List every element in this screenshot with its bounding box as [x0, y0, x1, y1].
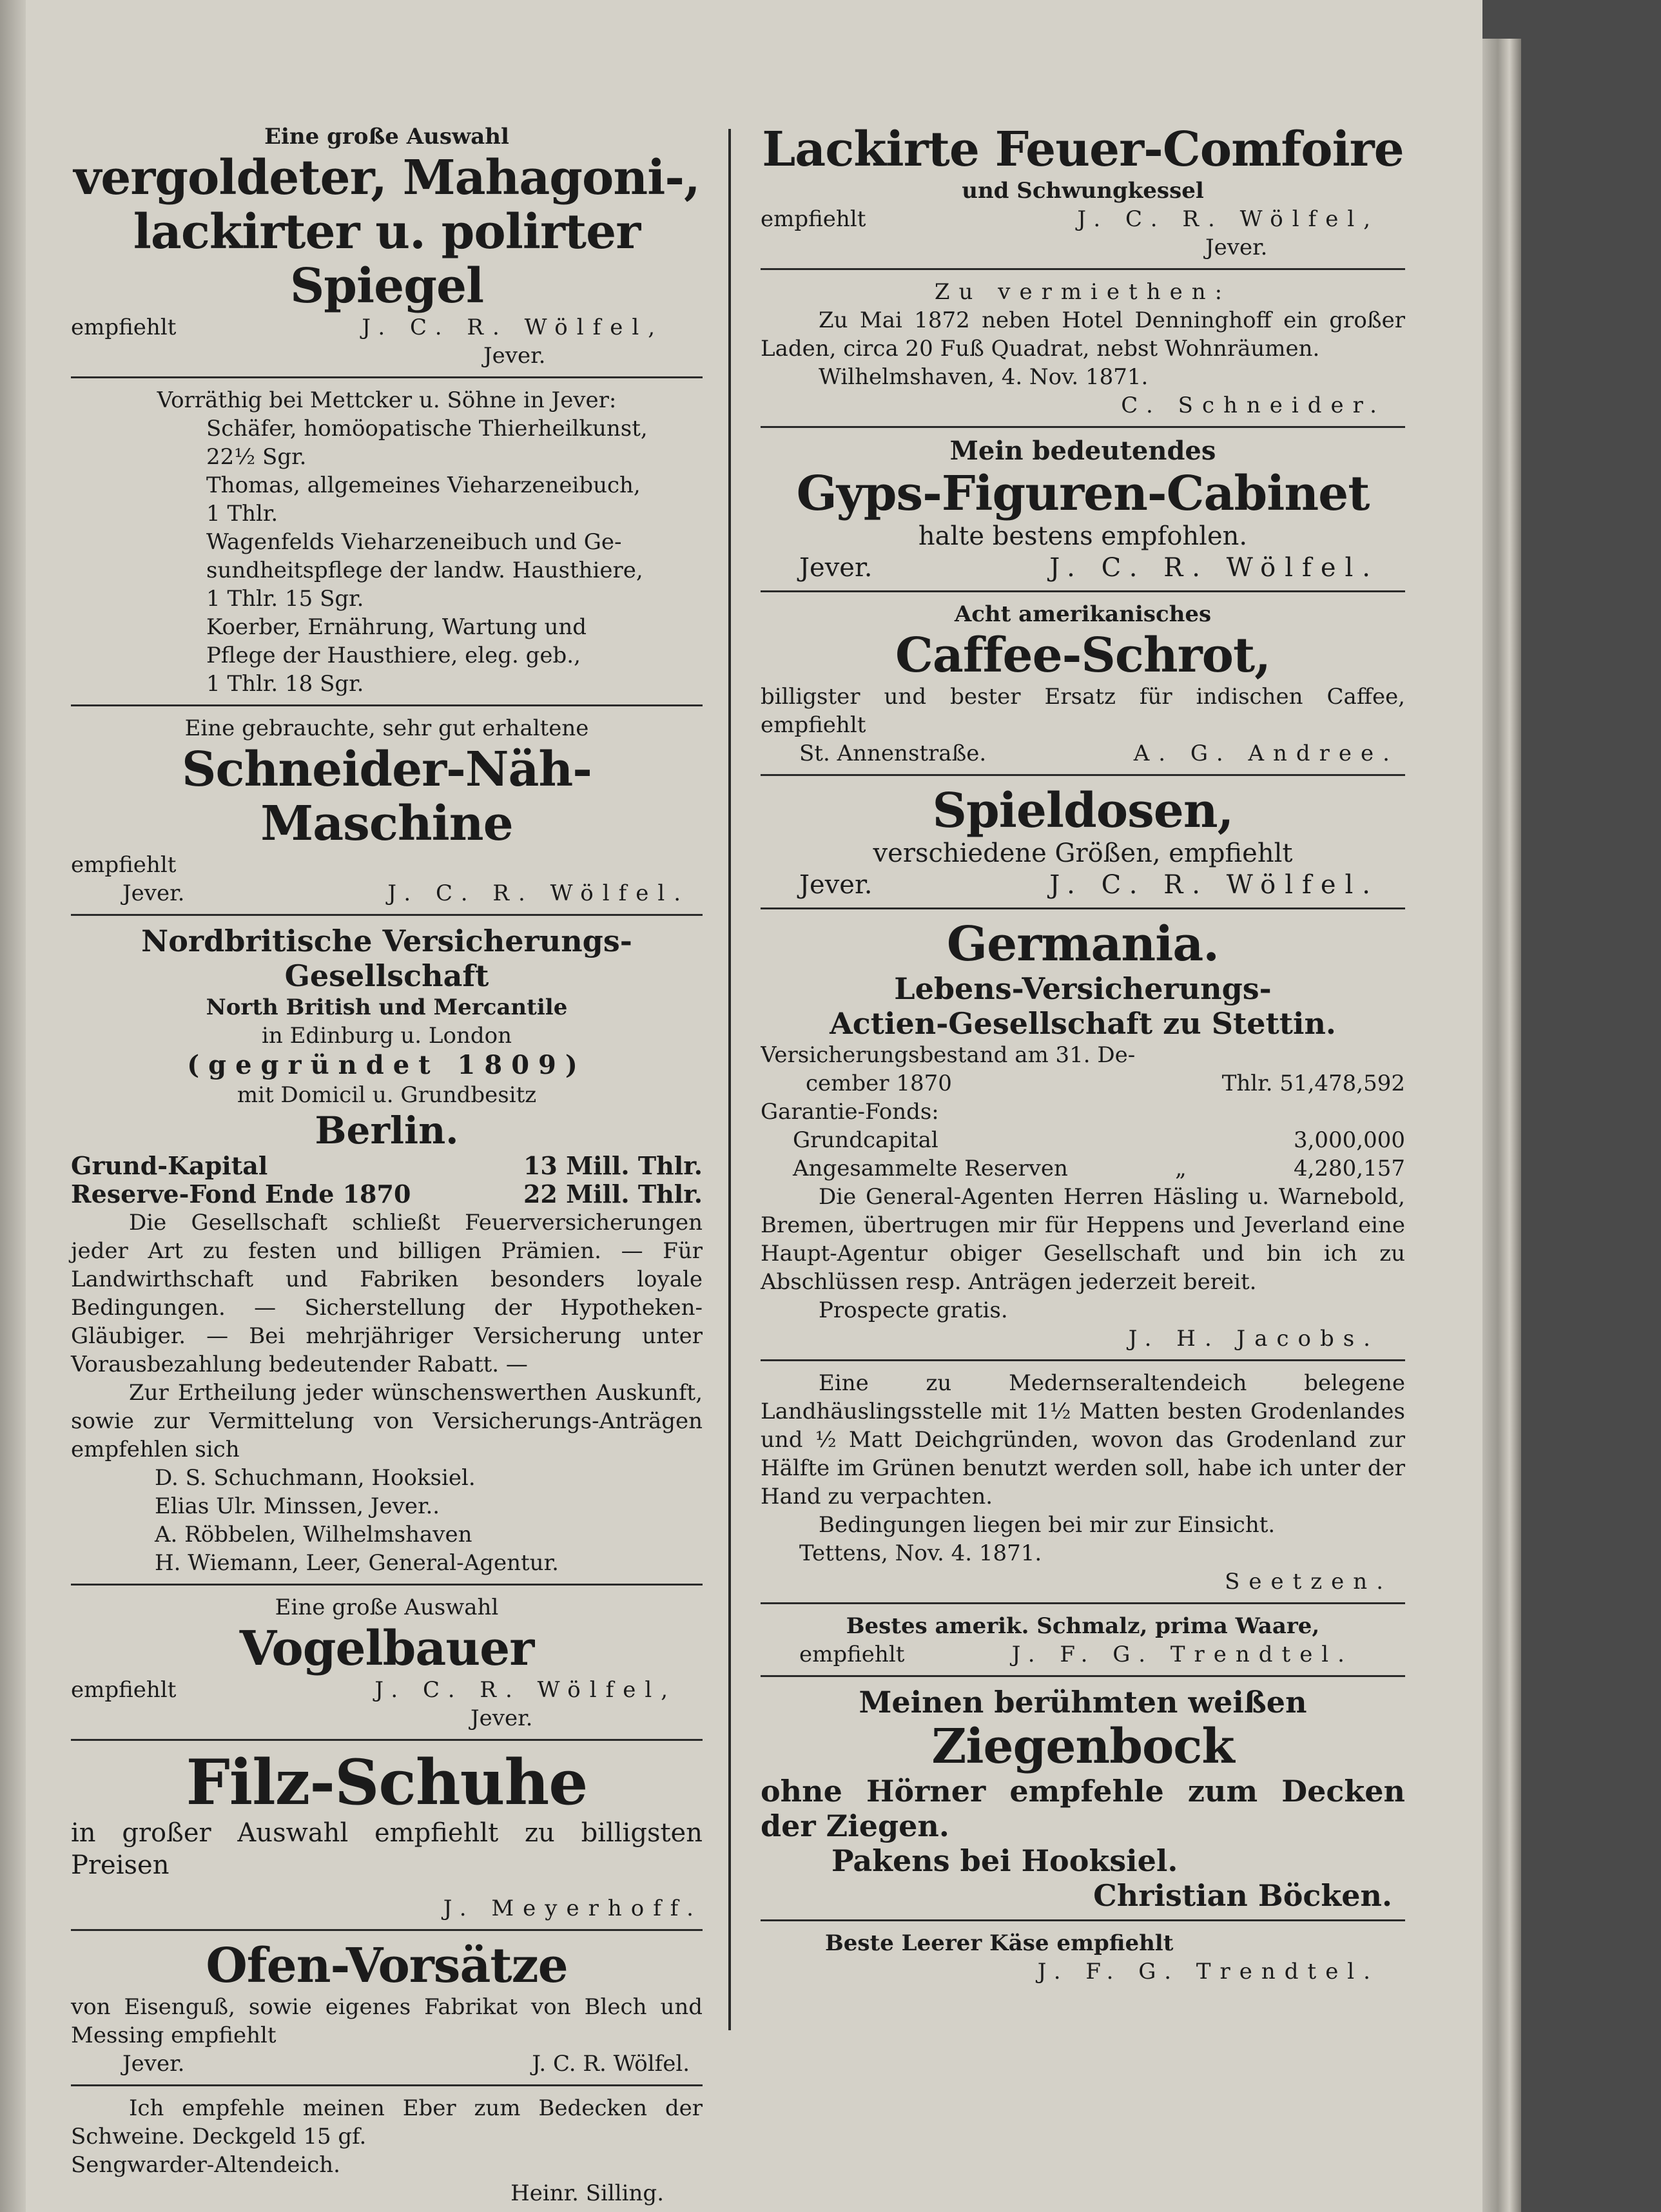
ad-seller: J. C. R. Wölfel.	[532, 2051, 690, 2077]
ad-ofen	[71, 1939, 703, 2078]
ad-head: Vorräthig bei Mettcker u. Söhne in Jever:	[157, 387, 617, 413]
right-column	[761, 122, 1405, 1986]
ad-place: St. Annenstraße.	[799, 741, 987, 766]
ad-title: Ofen-Vorsätze	[206, 1938, 568, 1994]
fund-value: 4,280,157	[1293, 1156, 1405, 1181]
divider	[71, 1929, 703, 1931]
ad-seller: J. C. R. Wölfel.	[387, 880, 690, 906]
ad-title: Nordbritische Versicherungs-Gesellschaft	[141, 924, 632, 993]
ad-signature-row	[761, 552, 1405, 584]
ad-title: Spieldosen,	[932, 783, 1234, 839]
page-edge	[1482, 39, 1521, 2212]
ad-title: vergoldeter, Mahagoni-,	[73, 150, 700, 206]
ad-date: Wilhelmshaven, 4. Nov. 1871.	[819, 364, 1149, 390]
stock-label: Versicherungsbestand am 31. De-	[761, 1042, 1136, 1068]
fund-label: Grundcapital	[793, 1127, 938, 1153]
capital-label: Reserve-Fond Ende 1870	[71, 1179, 411, 1208]
ad-intro: Mein bedeutendes	[949, 436, 1216, 466]
ad-seller: Christian Böcken.	[1093, 1878, 1392, 1913]
ad-body: Zur Ertheilung jeder wünschenswerthen Auskunft, sowie zur Vermittelung von Versicherungs-Anträgen empfehlen sich	[71, 1380, 703, 1462]
capital-label: Grund-Kapital	[71, 1151, 268, 1180]
ad-subtitle: in Edinburg u. London	[261, 1023, 512, 1049]
ad-seller: J. C. R. Wölfel,	[1077, 206, 1379, 232]
ad-place: Jever.	[483, 343, 546, 369]
ad-subtitle: mit Domicil u. Grundbesitz	[237, 1082, 537, 1108]
divider	[761, 907, 1405, 909]
ad-place: Jever.	[122, 2051, 185, 2077]
ad-recommends: empfiehlt	[71, 852, 177, 878]
ad-place: Jever.	[1205, 235, 1268, 260]
divider	[71, 2084, 703, 2086]
ad-caffee	[761, 600, 1405, 768]
ad-title: Lackirte Feuer-Comfoire	[762, 122, 1404, 177]
ad-place: Jever.	[122, 880, 185, 906]
fund-row	[761, 1154, 1405, 1183]
ad-place: Sengwarder-Altendeich.	[71, 2152, 340, 2178]
divider	[761, 426, 1405, 428]
stock-value: Thlr. 51,478,592	[1221, 1071, 1405, 1096]
ad-body: Zu Mai 1872 neben Hotel Denninghoff ein großer Laden, circa 20 Fuß Quadrat, nebst Wohnräumen.	[761, 307, 1405, 362]
divider	[71, 376, 703, 378]
ad-seller: J. C. R. Wölfel,	[362, 315, 664, 340]
ad-gyps	[761, 436, 1405, 584]
ad-body: in großer Auswahl empfiehlt zu billigsten Preisen	[71, 1818, 703, 1880]
ad-body: billigster und bester Ersatz für indischen Caffee, empfiehlt	[761, 684, 1405, 738]
ad-germania	[761, 917, 1405, 1353]
ad-body: Bestes amerik. Schmalz, prima Waare,	[846, 1613, 1320, 1639]
divider	[761, 1602, 1405, 1604]
fund-value: 3,000,000	[1293, 1127, 1405, 1153]
ad-title: Filz-Schuhe	[186, 1746, 588, 1819]
book-entry: Koerber, Ernährung, Wartung und	[206, 614, 587, 640]
book-entry: Thomas, allgemeines Vieharzeneibuch,	[206, 472, 641, 498]
ad-intro: Acht amerikanisches	[954, 601, 1212, 627]
ad-intro: Meinen berühmten weißen	[859, 1685, 1307, 1720]
ad-body: Die General-Agenten Herren Häsling u. Warnebold, Bremen, übertrugen mir für Heppens und Jeverland eine Haupt-Agentur obiger Gesellschaft und bin ich zu Abschlüssen resp. Anträgen jederzeit bereit.	[761, 1184, 1405, 1295]
ad-versicherung	[71, 924, 703, 1577]
ad-intro: Eine große Auswahl	[275, 1595, 499, 1620]
ad-place: Jever.	[799, 870, 873, 900]
ad-buecher	[71, 386, 703, 698]
ad-recommends: empfiehlt	[71, 315, 177, 340]
ad-seller: Seetzen.	[1225, 1569, 1392, 1595]
ad-laden	[761, 278, 1405, 420]
ad-title: Ziegenbock	[931, 1719, 1234, 1774]
ad-subtitle: verschiedene Größen, empfiehlt	[873, 839, 1293, 868]
ad-recommends: empfiehlt	[761, 206, 866, 232]
ad-seller: J. H. Jacobs.	[1128, 1326, 1379, 1352]
ad-note: Prospecte gratis.	[819, 1297, 1008, 1323]
ad-seller: J. Meyerhoff.	[443, 1896, 703, 1921]
ad-signature-row	[761, 205, 1405, 233]
divider	[761, 1675, 1405, 1677]
ad-head: Zu vermiethen:	[934, 279, 1232, 305]
divider	[761, 268, 1405, 270]
stock-row	[761, 1069, 1405, 1098]
ad-seller: J. C. R. Wölfel.	[1049, 553, 1379, 583]
ad-signature-row	[71, 1676, 703, 1704]
divider	[761, 1359, 1405, 1361]
stock-label: cember 1870	[806, 1071, 952, 1096]
left-column	[71, 122, 703, 2207]
ad-eber	[71, 2094, 703, 2207]
book-price: 22½ Sgr.	[206, 444, 307, 470]
ad-city: Berlin.	[315, 1109, 459, 1152]
ad-intro: Eine große Auswahl	[264, 124, 509, 150]
divider	[761, 590, 1405, 592]
ad-seller: J. C. R. Wölfel,	[374, 1677, 677, 1703]
agent-entry: D. S. Schuchmann, Hooksiel.	[155, 1465, 476, 1491]
fund-head: Garantie-Fonds:	[761, 1099, 939, 1125]
ad-body: von Eisenguß, sowie eigenes Fabrikat von Blech und Messing empfiehlt	[71, 1994, 703, 2048]
ad-body: Eine zu Medernseraltendeich belegene Landhäuslingsstelle mit 1½ Matten besten Grodenlandes und ½ Matt Deichgründen, wovon das Grodenland zur Hälfte im Grünen benutzt werden soll, habe ich unter der Hand zu verpachten.	[761, 1370, 1405, 1509]
ad-body: der Ziegen.	[761, 1809, 949, 1843]
divider	[71, 914, 703, 916]
ad-intro: Eine gebrauchte, sehr gut erhaltene	[184, 715, 589, 741]
ad-place: Jever.	[471, 1705, 533, 1731]
ad-recommends: empfiehlt	[799, 1642, 905, 1667]
ad-subtitle: und Schwungkessel	[962, 178, 1204, 204]
ad-signature-row	[761, 739, 1405, 768]
ad-founded: (gegründet 1809)	[187, 1050, 587, 1080]
ad-signature-row	[71, 879, 703, 907]
book-entry: Schäfer, homöopatische Thierheilkunst,	[206, 416, 648, 441]
ad-landstelle	[761, 1369, 1405, 1596]
agent-entry: A. Röbbelen, Wilhelmshaven	[155, 1522, 472, 1547]
ad-seller: C. Schneider.	[1121, 393, 1386, 418]
ad-body: Ich empfehle meinen Eber zum Bedecken der Schweine. Deckgeld 15 gf.	[71, 2095, 703, 2149]
book-price: 1 Thlr. 15 Sgr.	[206, 586, 364, 612]
agent-entry: Elias Ulr. Minssen, Jever..	[155, 1493, 440, 1519]
ad-signature-row	[71, 313, 703, 342]
ad-title: Vogelbauer	[239, 1621, 534, 1676]
book-entry: Pflege der Hausthiere, eleg. geb.,	[206, 643, 581, 668]
ad-note: Bedingungen liegen bei mir zur Einsicht.	[819, 1512, 1276, 1538]
ad-title: lackirter u. polirter Spiegel	[133, 204, 641, 314]
ad-naehmaschine	[71, 714, 703, 907]
ad-body: Beste Leerer Käse empfiehlt	[825, 1930, 1174, 1956]
ad-kaese	[761, 1929, 1405, 1986]
book-entry: sundheitspflege der landw. Hausthiere,	[206, 558, 643, 583]
ad-seller: Heinr. Silling.	[510, 2180, 664, 2206]
fund-label: Angesammelte Reserven	[793, 1156, 1068, 1181]
capital-row	[71, 1180, 703, 1208]
ad-seller: A. G. Andree.	[1133, 741, 1399, 766]
ad-spieldosen	[761, 784, 1405, 901]
fund-row	[761, 1126, 1405, 1154]
divider	[71, 704, 703, 706]
ad-title: Caffee-Schrot,	[895, 628, 1270, 683]
book-entry: Wagenfelds Vieharzeneibuch und Ge-	[206, 529, 622, 555]
divider	[71, 1584, 703, 1586]
ad-body: ohne Hörner empfehle zum Decken	[761, 1774, 1405, 1809]
capital-value: 22 Mill. Thlr.	[523, 1179, 703, 1208]
ad-signature-row	[71, 2050, 703, 2078]
ad-place: Pakens bei Hooksiel.	[831, 1843, 1178, 1878]
agent-entry: H. Wiemann, Leer, General-Agentur.	[155, 1550, 559, 1576]
ad-seller: J. C. R. Wölfel.	[1049, 870, 1379, 900]
book-price: 1 Thlr. 18 Sgr.	[206, 671, 364, 697]
ad-subtitle: Lebens-Versicherungs-	[894, 971, 1272, 1006]
fund-ditto-mark: „	[1175, 1156, 1187, 1181]
ad-spiegel	[71, 122, 703, 370]
divider	[761, 1919, 1405, 1921]
ad-title: Schneider-Näh-Maschine	[182, 742, 592, 851]
ad-place: Jever.	[799, 553, 873, 583]
ad-ziegenbock	[761, 1685, 1405, 1913]
divider	[761, 774, 1405, 776]
ad-title: Germania.	[946, 917, 1219, 972]
ad-seller: J. F. G. Trendtel.	[1011, 1642, 1354, 1667]
ad-title: Gyps-Figuren-Cabinet	[796, 466, 1370, 521]
ad-seller: J. F. G. Trendtel.	[1037, 1959, 1379, 1984]
column-divider	[728, 129, 731, 2030]
capital-value: 13 Mill. Thlr.	[523, 1151, 703, 1180]
ad-vogelbauer	[71, 1593, 703, 1732]
book-spine	[0, 0, 26, 2212]
ad-subtitle: North British und Mercantile	[206, 994, 568, 1020]
ad-subtitle: Actien-Gesellschaft zu Stettin.	[830, 1006, 1336, 1041]
ad-body: Die Gesellschaft schließt Feuerversicherungen jeder Art zu festen und billigen Prämien. — Für Landwirthschaft und Fabriken besonders loyale Bedingungen. — Sicherstellung der Hypotheken-Gläubiger. — Bei mehrjähriger Versicherung unter Vorausbezahlung bedeutender Rabatt. —	[71, 1210, 703, 1377]
ad-subtitle: halte bestens empfohlen.	[918, 521, 1248, 551]
ad-comfoire	[761, 122, 1405, 262]
divider	[71, 1739, 703, 1741]
ad-date: Tettens, Nov. 4. 1871.	[799, 1540, 1042, 1566]
ad-recommends: empfiehlt	[71, 1677, 177, 1703]
book-price: 1 Thlr.	[206, 501, 278, 527]
ad-signature-row	[761, 869, 1405, 901]
ad-signature-row	[761, 1640, 1405, 1669]
ad-schmalz	[761, 1612, 1405, 1669]
ad-filzschuhe	[71, 1746, 703, 1923]
capital-row	[71, 1152, 703, 1180]
